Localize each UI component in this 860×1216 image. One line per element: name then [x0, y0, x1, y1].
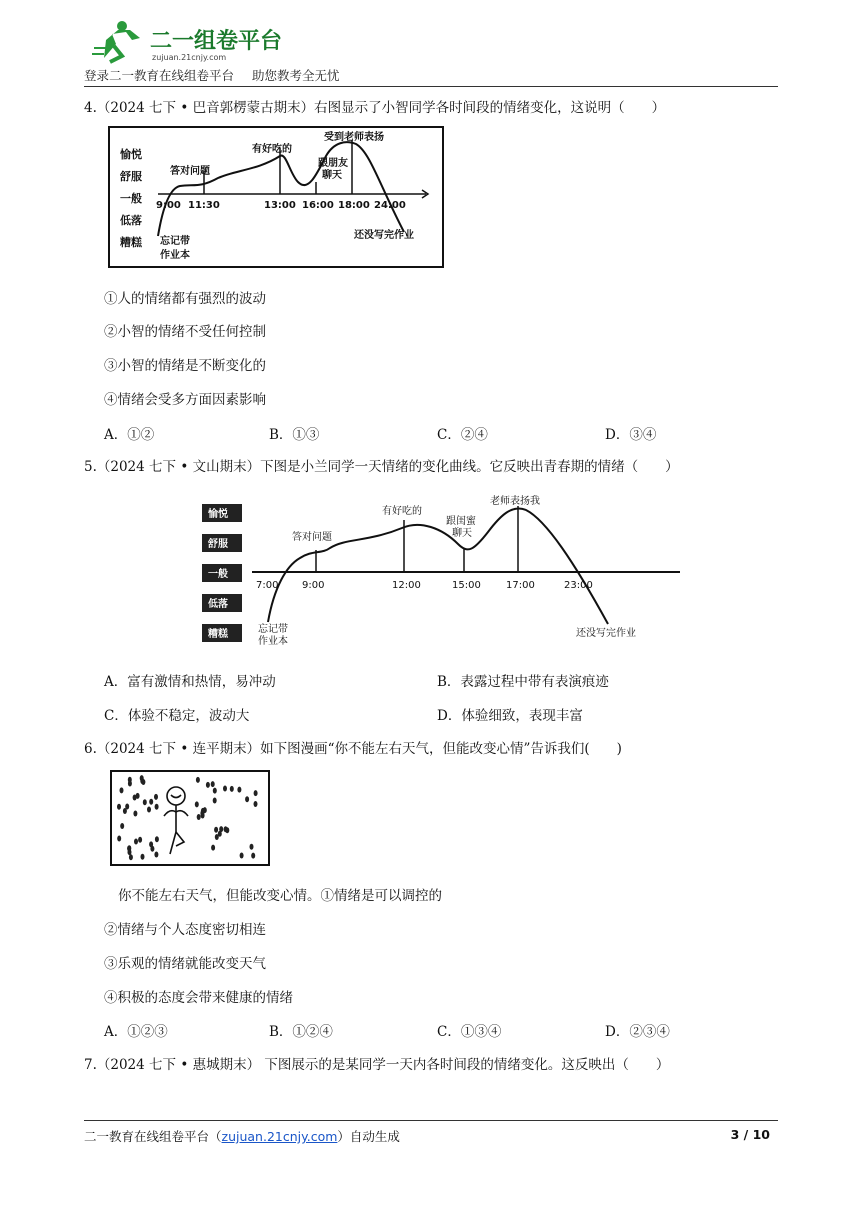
subtitle-left: 登录二一教育在线组卷平台 [84, 68, 235, 83]
level-label: 糟糕 [120, 236, 142, 249]
raindrop [196, 777, 200, 783]
raindrop [155, 836, 159, 842]
event-label: 跟闺蜜 [446, 516, 476, 527]
level-label: 糟糕 [208, 629, 228, 640]
event-label: 忘记带 [258, 624, 288, 635]
footer-link[interactable]: zujuan.21cnjy.com [221, 1129, 338, 1144]
raindrop [149, 841, 153, 847]
event-label: 聊天 [452, 528, 472, 539]
raindrop [223, 786, 227, 792]
raindrop [120, 787, 124, 793]
raindrop [197, 814, 201, 820]
choice-a: A．①②③ [104, 1024, 168, 1040]
level-label: 一般 [120, 192, 142, 205]
site-logo [92, 18, 282, 64]
time-label: 17:00 [506, 580, 535, 591]
raindrop [251, 853, 255, 859]
subtitle-right: 助您教考全无忧 [252, 68, 340, 83]
runner-icon [92, 21, 140, 62]
raindrop [120, 823, 124, 829]
event-label: 有好吃的 [382, 506, 422, 517]
raindrop [201, 813, 205, 819]
emotion-curve [268, 508, 608, 624]
time-label: 13:00 [264, 200, 296, 211]
event-label: 有好吃的 [252, 144, 292, 155]
raindrop [134, 839, 138, 845]
level-label: 低落 [120, 214, 142, 227]
event-label: 作业本 [258, 636, 288, 647]
brand-url: zujuan.21cnjy.com [152, 53, 227, 62]
footer-suffix: ）自动生成 [337, 1129, 400, 1144]
choice-d: D．体验细致，表现丰富 [437, 708, 583, 724]
time-label: 15:00 [452, 580, 481, 591]
event-label: 跟朋友 [318, 158, 348, 169]
question-6-stem: 6.（2024 七下 • 连平期末）如下图漫画“你不能左右天气，但能改变心情”告诉我们( ) [84, 741, 622, 757]
raindrop [224, 826, 228, 832]
choice-c: C．②④ [437, 427, 488, 443]
time-label: 12:00 [392, 580, 421, 591]
level-label: 一般 [208, 569, 228, 580]
event-label: 还没写完作业 [576, 628, 636, 639]
cartoon-rain-image [110, 770, 270, 866]
raindrop [147, 807, 151, 813]
raindrop [211, 781, 215, 787]
time-label: 24:00 [374, 200, 406, 211]
question-5-chart [196, 492, 684, 652]
choice-b: B．①③ [269, 427, 320, 443]
time-label: 11:30 [188, 200, 220, 211]
footer-prefix: 二一教育在线组卷平台（ [84, 1129, 222, 1144]
raindrop [245, 796, 249, 802]
raindrop [240, 853, 244, 859]
event-label: 答对问题 [292, 532, 332, 543]
level-label: 舒服 [208, 539, 228, 550]
raindrop [206, 782, 210, 788]
raindrop [230, 786, 234, 792]
question-5-stem: 5.（2024 七下 • 文山期末）下图是小兰同学一天情绪的变化曲线。它反映出青春期的情绪（ ） [84, 459, 679, 475]
statement: ①人的情绪都有强烈的波动 [104, 291, 266, 307]
event-label: 聊天 [322, 170, 342, 181]
raindrop [211, 845, 215, 851]
raindrop [129, 854, 133, 860]
event-label: 受到老师表扬 [324, 132, 384, 143]
time-label: 9:00 [156, 200, 181, 211]
raindrop [117, 804, 121, 810]
raindrop [117, 836, 121, 842]
raindrop [155, 804, 159, 810]
raindrop [138, 837, 142, 843]
raindrop [195, 801, 199, 807]
footer-rule [84, 1120, 778, 1121]
event-label: 还没写完作业 [354, 230, 414, 241]
time-label: 16:00 [302, 200, 334, 211]
choice-b: B．①②④ [269, 1024, 333, 1040]
choice-d: D．②③④ [605, 1024, 670, 1040]
raindrop [140, 775, 144, 781]
statement: ③小智的情绪是不断变化的 [104, 358, 266, 374]
raindrop [219, 826, 223, 832]
level-label: 愉悦 [208, 509, 228, 520]
brand-name: 二一组卷平台 [150, 29, 282, 54]
raindrop [136, 793, 140, 799]
raindrop [128, 781, 132, 787]
time-label: 9:00 [302, 580, 325, 591]
raindrop [141, 854, 145, 860]
event-label: 答对问题 [170, 166, 210, 177]
event-label: 作业本 [160, 250, 190, 261]
raindrop [143, 799, 147, 805]
level-label: 舒服 [120, 170, 142, 183]
time-label: 23:00 [564, 580, 593, 591]
level-label: 低落 [208, 599, 228, 610]
level-label: 愉悦 [120, 148, 142, 161]
choice-a: A．富有激情和热情，易冲动 [104, 674, 276, 690]
header-rule [84, 86, 778, 87]
statement: ④积极的态度会带来健康的情绪 [104, 990, 293, 1006]
page-number: 3 / 10 [730, 1127, 770, 1142]
statement: ②情绪与个人态度密切相连 [104, 922, 266, 938]
event-label: 忘记带 [160, 236, 190, 247]
footer-text [84, 1127, 400, 1145]
raindrop [125, 804, 129, 810]
time-label: 18:00 [338, 200, 370, 211]
raindrop [213, 798, 217, 804]
raindrop [127, 846, 131, 852]
raindrop [250, 844, 254, 850]
statement: ④情绪会受多方面因素影响 [104, 392, 266, 408]
time-label: 7:00 [256, 580, 279, 591]
choice-c: C．体验不稳定，波动大 [104, 708, 250, 724]
raindrop [254, 790, 258, 796]
statement: ②小智的情绪不受任何控制 [104, 324, 266, 340]
question-7-stem: 7.（2024 七下 • 惠城期末） 下图展示的是某同学一天内各时间段的情绪变化。这反映出（ ） [84, 1057, 670, 1073]
raindrop [154, 852, 158, 858]
raindrop [214, 827, 218, 833]
question-4-stem: 4.（2024 七下 • 巴音郭楞蒙古期末）右图显示了小智同学各时间段的情绪变化，这说明（ ） [84, 100, 666, 116]
choice-c: C．①③④ [437, 1024, 502, 1040]
choice-a: A．①② [104, 427, 155, 443]
header-subtitle [84, 66, 358, 84]
raindrop [254, 801, 258, 807]
choice-b: B．表露过程中带有表演痕迹 [437, 674, 609, 690]
raindrop [237, 787, 241, 793]
statement: 你不能左右天气，但能改变心情。①情绪是可以调控的 [118, 888, 442, 904]
raindrop [213, 788, 217, 794]
raindrop [149, 799, 153, 805]
question-4-chart [108, 126, 444, 268]
raindrop [154, 794, 158, 800]
event-label: 老师表扬我 [490, 496, 540, 507]
choice-d: D．③④ [605, 427, 657, 443]
raindrop [133, 811, 137, 817]
statement: ③乐观的情绪就能改变天气 [104, 956, 266, 972]
